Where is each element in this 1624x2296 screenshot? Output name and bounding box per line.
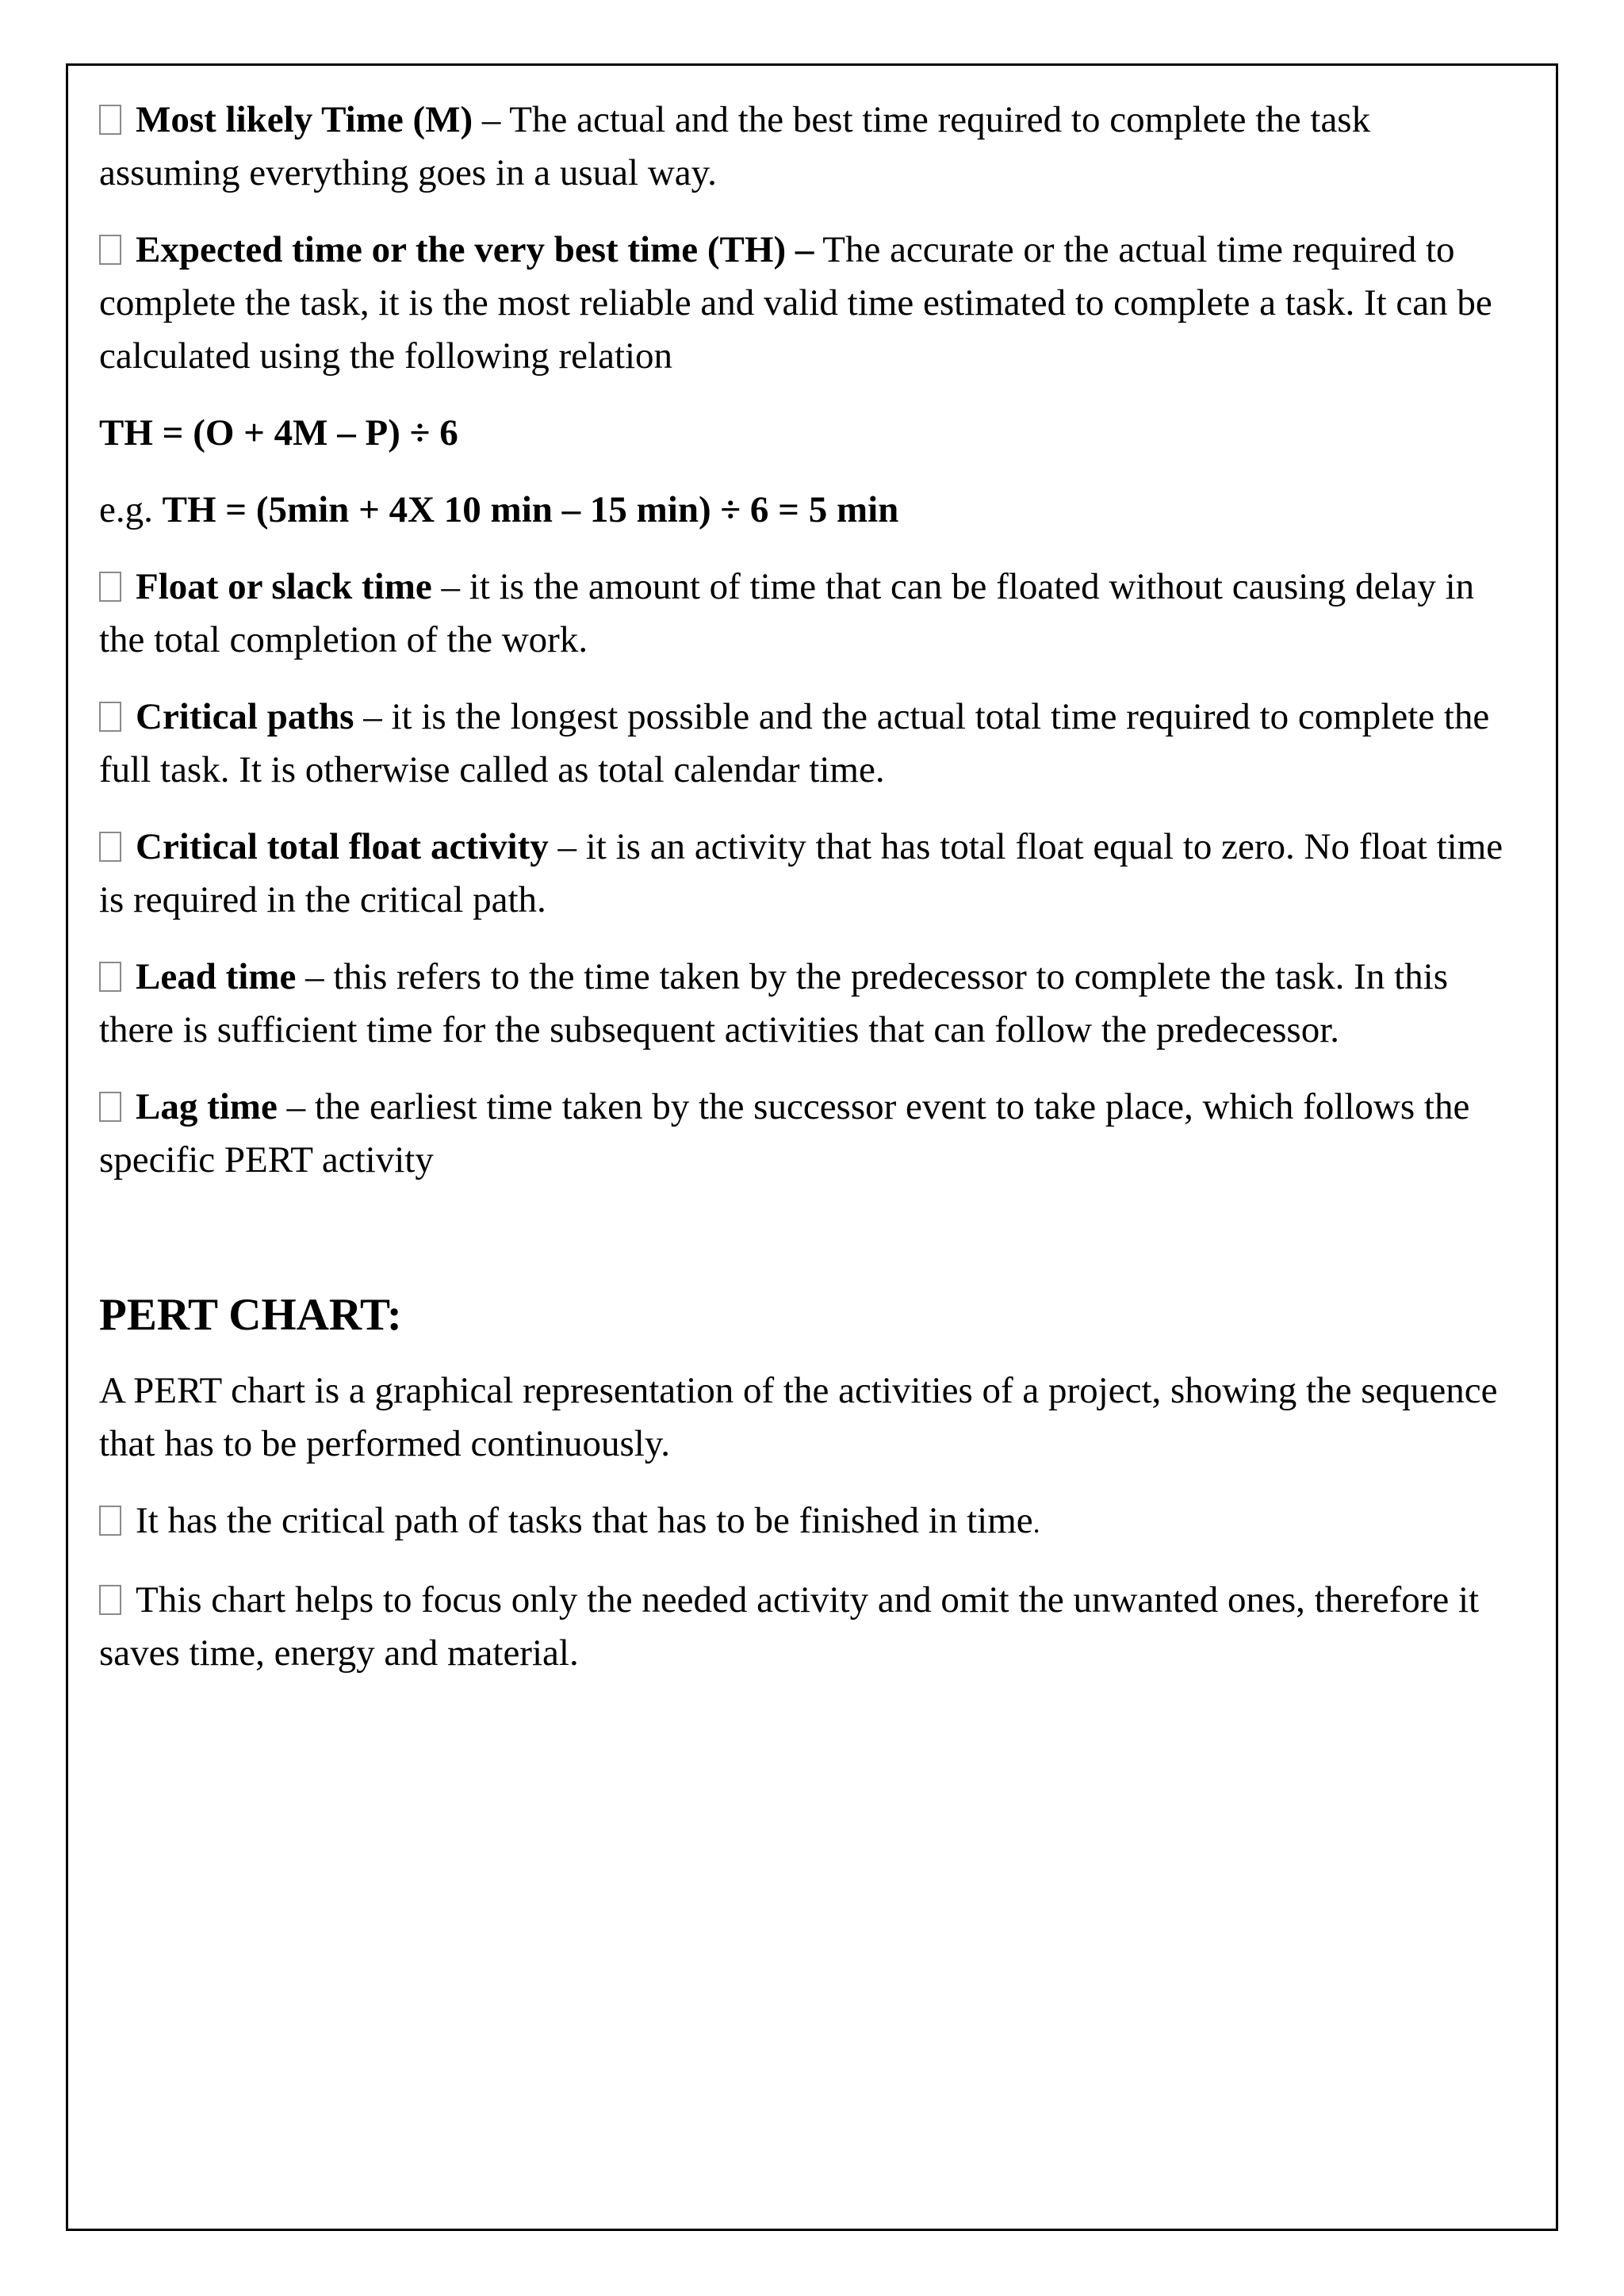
item-text: – it is the longest possible and the actual total time required to complete the full task. It is otherwise called as total calendar time. bbox=[99, 696, 1490, 790]
item-float-time bbox=[99, 561, 1515, 667]
bullet-box-icon bbox=[99, 105, 121, 135]
item-expected-time bbox=[99, 224, 1515, 383]
bullet-box-icon bbox=[99, 1585, 121, 1615]
item-critical-paths bbox=[99, 691, 1515, 797]
example-prefix: e.g. bbox=[99, 489, 163, 530]
document-body bbox=[99, 94, 1515, 1704]
pert-bullet-focus bbox=[99, 1574, 1515, 1680]
item-critical-float bbox=[99, 821, 1515, 927]
item-term: Lag time bbox=[136, 1086, 278, 1127]
bullet-period: . bbox=[1032, 1507, 1040, 1539]
formula: TH = (O + 4M – P) ÷ 6 bbox=[99, 412, 458, 453]
item-term: Critical paths bbox=[136, 696, 354, 737]
pert-heading: PERT CHART: bbox=[99, 1290, 402, 1340]
item-lead-time bbox=[99, 951, 1515, 1057]
item-text: The accurate or the actual time required to complete the task, it is the most reliable and valid time estimated to complete a task. It can be calculated using the following relation bbox=[99, 229, 1492, 377]
example-formula: TH = (5min + 4X 10 min – 15 min) ÷ 6 = 5 min bbox=[162, 489, 899, 530]
bullet-box-icon bbox=[99, 1506, 121, 1536]
item-text: – it is an activity that has total float equal to zero. No float time is required in the critical path. bbox=[99, 826, 1503, 920]
pert-bullet-critical-path bbox=[99, 1494, 1515, 1550]
bullet-box-icon bbox=[99, 702, 121, 732]
pert-intro: A PERT chart is a graphical representation of the activities of a project, showing the sequence that has to be performed continuously. bbox=[99, 1370, 1498, 1464]
bullet-box-icon bbox=[99, 572, 121, 602]
bullet-box-icon bbox=[99, 1092, 121, 1122]
item-text: – it is the amount of time that can be floated without causing delay in the total completion of the work. bbox=[99, 566, 1475, 660]
item-text: – this refers to the time taken by the predecessor to complete the task. In this there is sufficient time for the subsequent activities that can follow the predecessor. bbox=[99, 956, 1448, 1050]
item-most-likely-time bbox=[99, 94, 1515, 200]
bullet-box-icon bbox=[99, 962, 121, 992]
bullet-box-icon bbox=[99, 832, 121, 862]
item-lag-time bbox=[99, 1081, 1515, 1187]
item-term: Expected time or the very best time (TH) – bbox=[136, 229, 814, 270]
item-text: – the earliest time taken by the successor event to take place, which follows the specific PERT activity bbox=[99, 1086, 1470, 1181]
bullet-text: It has the critical path of tasks that has to be finished in time bbox=[136, 1500, 1033, 1541]
bullet-box-icon bbox=[99, 235, 121, 265]
item-text: – The actual and the best time required to complete the task assuming everything goes in a usual way. bbox=[99, 99, 1371, 193]
example bbox=[99, 484, 1515, 537]
item-term: Float or slack time bbox=[136, 566, 432, 607]
bullet-text: This chart helps to focus only the needed activity and omit the unwanted ones, therefore it saves time, energy and material. bbox=[99, 1579, 1480, 1674]
section-spacer bbox=[99, 1211, 1515, 1284]
item-term: Critical total float activity bbox=[136, 826, 549, 867]
item-term: Most likely Time (M) bbox=[136, 99, 473, 140]
item-term: Lead time bbox=[136, 956, 297, 997]
